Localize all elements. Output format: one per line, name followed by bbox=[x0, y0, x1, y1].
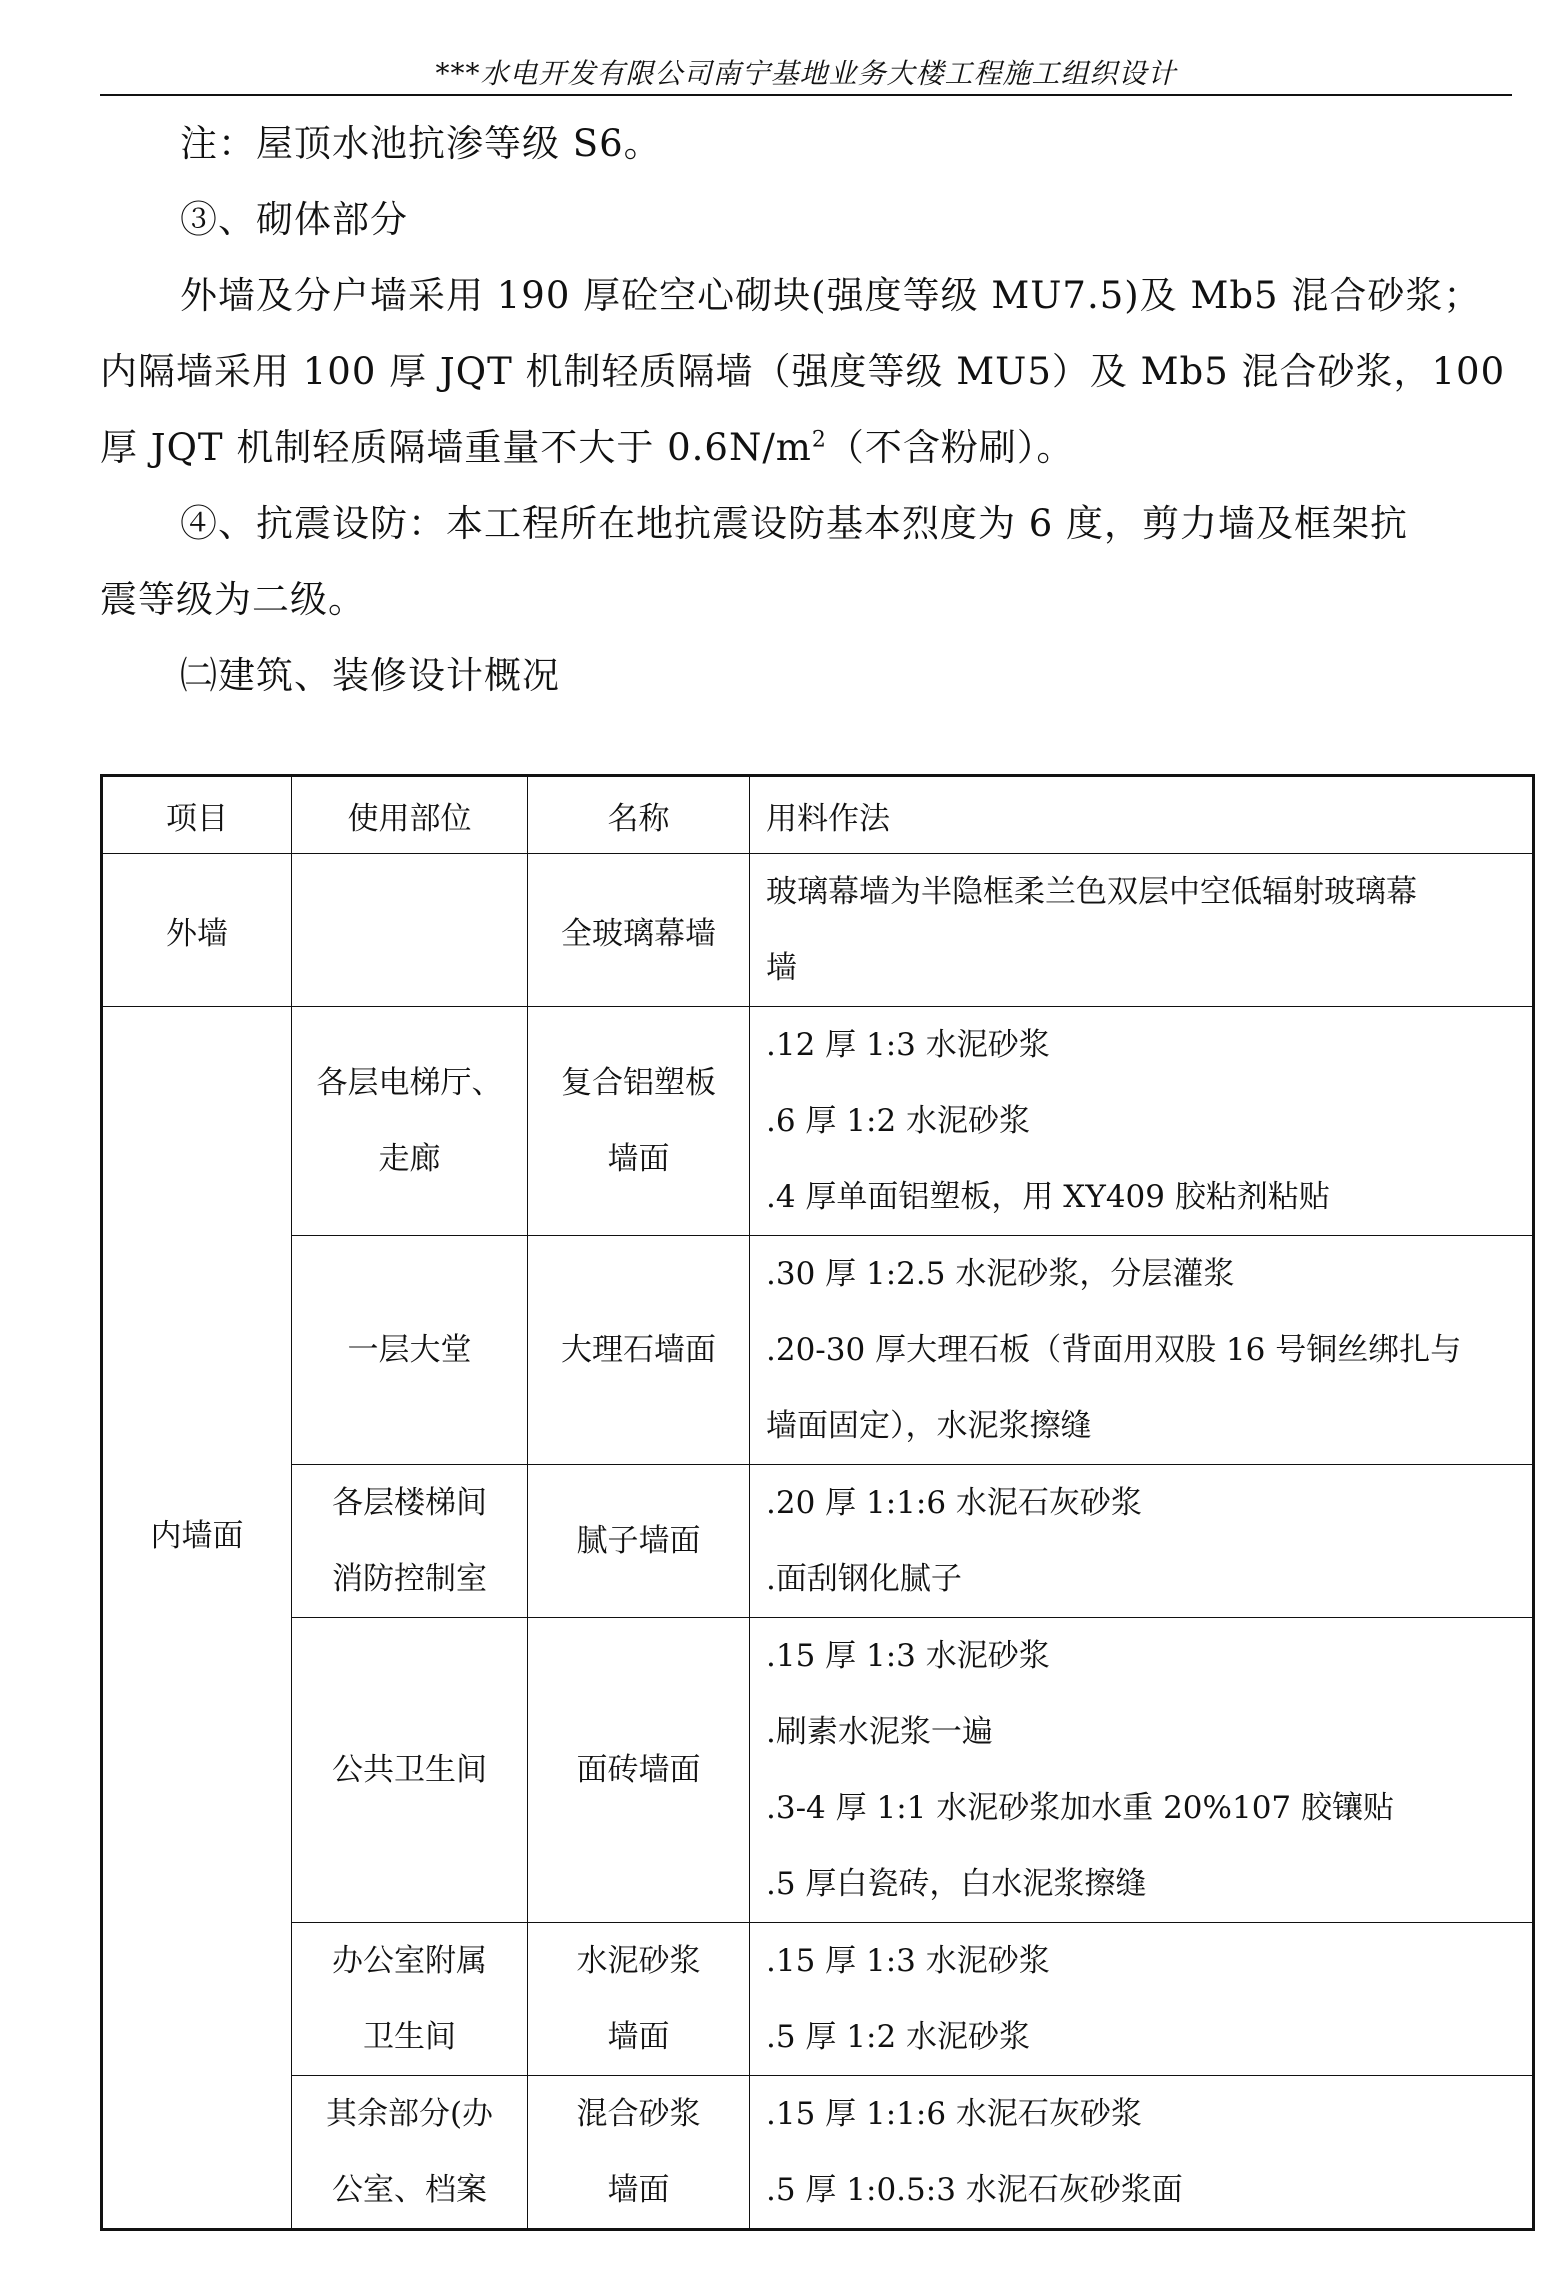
cell-name bbox=[528, 1236, 750, 1465]
cell-method bbox=[750, 1007, 1534, 1236]
name-line: 混合砂浆 bbox=[576, 2096, 701, 2132]
method-line: .30 厚 1:2.5 水泥砂浆，分层灌浆 bbox=[766, 1256, 1235, 1292]
method-line: .面刮钢化腻子 bbox=[766, 1561, 962, 1597]
name-line: 墙面 bbox=[607, 2172, 670, 2208]
cell-method bbox=[750, 1236, 1534, 1465]
method-line: .20 厚 1:1:6 水泥石灰砂浆 bbox=[766, 1485, 1142, 1521]
name-line: 腻子墙面 bbox=[576, 1523, 701, 1559]
location-line: 各层电梯厅、 bbox=[316, 1065, 503, 1101]
method-line: .5 厚 1:2 水泥砂浆 bbox=[766, 2019, 1031, 2055]
name-line: 墙面 bbox=[607, 1141, 670, 1177]
location-line: 公共卫生间 bbox=[332, 1752, 487, 1788]
location-line: 各层楼梯间 bbox=[332, 1485, 487, 1521]
name-line: 大理石墙面 bbox=[561, 1332, 716, 1368]
cell-name bbox=[528, 1465, 750, 1618]
masonry-line-3-post: （不含粉刷）。 bbox=[826, 426, 1075, 469]
seismic-line-1: ④、抗震设防：本工程所在地抗震设防基本烈度为 6 度，剪力墙及框架抗 bbox=[180, 502, 1409, 545]
name-line: 复合铝塑板 bbox=[561, 1065, 716, 1101]
method-line: 墙 bbox=[766, 950, 797, 986]
cell-method bbox=[750, 1618, 1534, 1923]
table-header-row bbox=[102, 776, 1534, 854]
cell-method bbox=[750, 1465, 1534, 1618]
method-line: 墙面固定），水泥浆擦缝 bbox=[766, 1408, 1092, 1444]
masonry-line-1: 外墙及分户墙采用 190 厚砼空心砌块(强度等级 MU7.5)及 Mb5 混合砂浆； bbox=[180, 274, 1482, 317]
cell-method bbox=[750, 1923, 1534, 2076]
cell-method bbox=[750, 854, 1534, 1007]
masonry-line-2: 内隔墙采用 100 厚 JQT 机制轻质隔墙（强度等级 MU5）及 Mb5 混合砂浆，100 bbox=[100, 350, 1506, 393]
cell-location bbox=[292, 1007, 528, 1236]
location-line: 一层大堂 bbox=[347, 1332, 472, 1368]
cell-name: 全玻璃幕墙 bbox=[528, 854, 750, 1007]
method-line: .12 厚 1:3 水泥砂浆 bbox=[766, 1027, 1050, 1063]
section-title: ㈡建筑、装修设计概况 bbox=[180, 654, 560, 697]
cell-method bbox=[750, 2076, 1534, 2230]
masonry-title: ③、砌体部分 bbox=[180, 198, 408, 241]
masonry-heading bbox=[100, 182, 1566, 258]
header-location: 使用部位 bbox=[292, 776, 528, 854]
section-heading bbox=[100, 638, 1566, 714]
method-line: .5 厚白瓷砖，白水泥浆擦缝 bbox=[766, 1866, 1147, 1902]
table-row bbox=[102, 1465, 1534, 1618]
masonry-paragraph bbox=[100, 258, 1512, 486]
header-name: 名称 bbox=[528, 776, 750, 854]
method-line: .6 厚 1:2 水泥砂浆 bbox=[766, 1103, 1031, 1139]
method-line: .15 厚 1:3 水泥砂浆 bbox=[766, 1943, 1050, 1979]
method-line: .5 厚 1:0.5:3 水泥石灰砂浆面 bbox=[766, 2172, 1183, 2208]
location-line: 办公室附属 bbox=[332, 1943, 487, 1979]
cell-location bbox=[292, 1923, 528, 2076]
cell-location bbox=[292, 2076, 528, 2230]
method-line: .15 厚 1:3 水泥砂浆 bbox=[766, 1638, 1050, 1674]
note-paragraph bbox=[100, 106, 1566, 182]
name-line: 面砖墙面 bbox=[576, 1752, 701, 1788]
header-divider bbox=[100, 94, 1512, 96]
cell-item: 外墙 bbox=[102, 854, 292, 1007]
table-row bbox=[102, 1618, 1534, 1923]
table-row bbox=[102, 1236, 1534, 1465]
method-line: .刷素水泥浆一遍 bbox=[766, 1714, 993, 1750]
method-line: .15 厚 1:1:6 水泥石灰砂浆 bbox=[766, 2096, 1142, 2132]
cell-item-interior: 内墙面 bbox=[102, 1007, 292, 2230]
masonry-line-3 bbox=[100, 410, 1512, 486]
header-method: 用料作法 bbox=[750, 776, 1534, 854]
location-line: 公室、档案 bbox=[332, 2172, 487, 2208]
method-line: .4 厚单面铝塑板，用 XY409 胶粘剂粘贴 bbox=[766, 1179, 1330, 1215]
table-row bbox=[102, 854, 1534, 1007]
seismic-paragraph bbox=[100, 486, 1512, 638]
location-line: 消防控制室 bbox=[332, 1561, 487, 1597]
decoration-spec-table bbox=[100, 774, 1535, 2231]
name-line: 墙面 bbox=[607, 2019, 670, 2055]
location-line: 卫生间 bbox=[363, 2019, 456, 2055]
masonry-line-3-sup: 2 bbox=[811, 427, 827, 453]
masonry-line-3-pre: 厚 JQT 机制轻质隔墙重量不大于 0.6N/m bbox=[100, 426, 812, 469]
cell-name bbox=[528, 2076, 750, 2230]
location-line: 走廊 bbox=[378, 1141, 441, 1177]
header-item: 项目 bbox=[102, 776, 292, 854]
method-line: .20-30 厚大理石板（背面用双股 16 号铜丝绑扎与 bbox=[766, 1332, 1462, 1368]
cell-location bbox=[292, 854, 528, 1007]
note-text: 注：屋顶水池抗渗等级 S6。 bbox=[180, 122, 662, 165]
cell-location bbox=[292, 1465, 528, 1618]
table-row bbox=[102, 2076, 1534, 2230]
cell-location bbox=[292, 1618, 528, 1923]
cell-name bbox=[528, 1618, 750, 1923]
name-line: 水泥砂浆 bbox=[576, 1943, 701, 1979]
cell-location bbox=[292, 1236, 528, 1465]
page-header-title: ***水电开发有限公司南宁基地业务大楼工程施工组织设计 bbox=[435, 57, 1177, 90]
method-line: .3-4 厚 1:1 水泥砂浆加水重 20%107 胶镶贴 bbox=[766, 1790, 1395, 1826]
cell-name bbox=[528, 1923, 750, 2076]
table-row bbox=[102, 1923, 1534, 2076]
seismic-line-2: 震等级为二级。 bbox=[100, 578, 366, 621]
method-line: 玻璃幕墙为半隐框柔兰色双层中空低辐射玻璃幕 bbox=[766, 874, 1417, 910]
table-row bbox=[102, 1007, 1534, 1236]
cell-name bbox=[528, 1007, 750, 1236]
location-line: 其余部分(办 bbox=[325, 2096, 494, 2132]
